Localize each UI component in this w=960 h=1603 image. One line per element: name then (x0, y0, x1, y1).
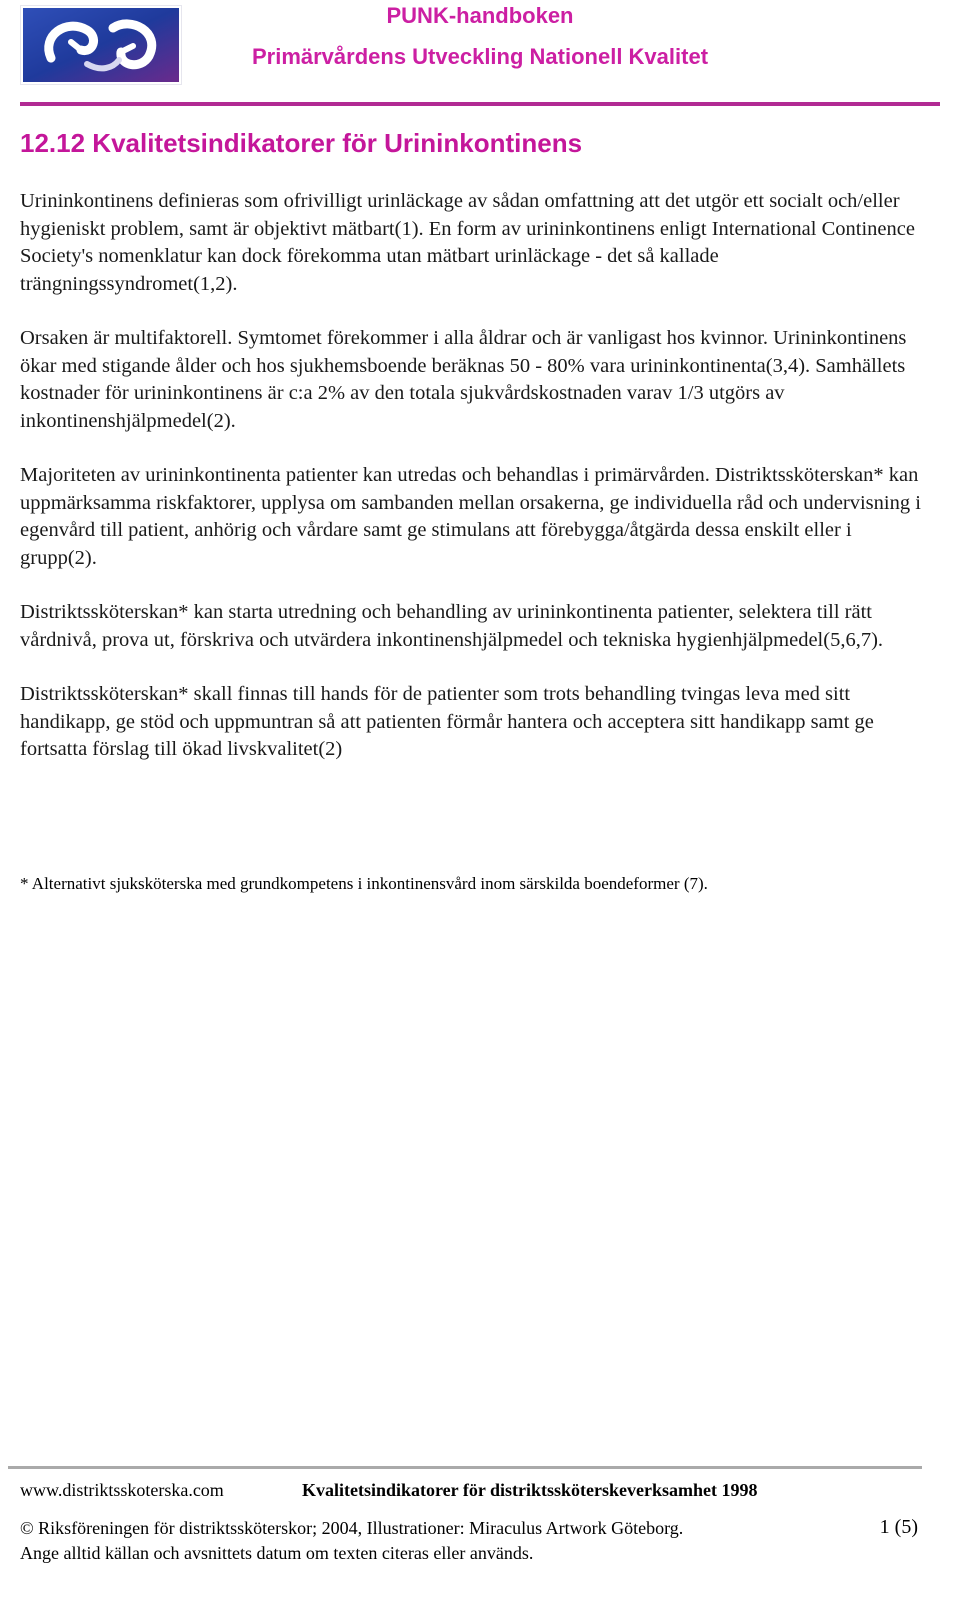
handbook-title: PUNK-handboken (386, 3, 574, 28)
handbook-subtitle: Primärvårdens Utveckling Nationell Kvalitet (251, 44, 709, 69)
footer-divider (8, 1466, 922, 1469)
page-header (0, 0, 960, 110)
paragraph-primary-care: Majoriteten av urininkontinenta patienter kan utredas och behandlas i primärvården. Distriktssköterskan* kan uppmärksamma riskfaktorer, upplysa om sambanden mellan orsakerna, ge individuella råd och undervisning i egenvård till patient, anhörig och vårdare samt ge stimulans att förebygga/åtgärda dessa enskilt eller i grupp(2). (20, 464, 921, 569)
footer-document-title: Kvalitetsindikatorer för distriktssköterskeverksamhet 1998 (302, 1480, 758, 1500)
page-number: 1 (5) (879, 1516, 918, 1538)
swirl-logo-icon (21, 6, 181, 84)
section-heading: 12.12 Kvalitetsindikatorer för Urininkontinens (20, 128, 583, 158)
footer-citation-note: Ange alltid källan och avsnittets datum om texten citeras eller används. (20, 1543, 534, 1563)
paragraph-definition: Urininkontinens definieras som ofrivilligt urinläckage av sådan omfattning att det utgör ett socialt och/eller hygieniskt problem, samt är objektivt mätbart(1). En form av urininkontinens enligt International Continence Society's nomenklatur kan dock förekomma utan mätbart urinläckage - det så kallade trängningssyndromet(1,2). (20, 190, 915, 295)
punk-logo (20, 5, 182, 85)
footer-copyright: © Riksföreningen för distriktssköterskor; 2004, Illustrationer: Miraculus Artwork Göteborg. (20, 1518, 684, 1538)
paragraph-support: Distriktssköterskan* skall finnas till hands för de patienter som trots behandling tvingas leva med sitt handikapp, ge stöd och uppmuntran så att patienten förmår hantera och acceptera sitt handikapp samt ge fortsatta förslag till ökad livskvalitet(2) (20, 683, 874, 760)
body-text (20, 188, 932, 791)
footer-url[interactable]: www.distriktsskoterska.com (20, 1480, 224, 1500)
footnote: * Alternativt sjuksköterska med grundkompetens i inkontinensvård inom särskilda boendeformer (7). (20, 874, 708, 893)
paragraph-treatment: Distriktssköterskan* kan starta utredning och behandling av urininkontinenta patienter, selektera till rätt vårdnivå, prova ut, förskriva och utvärdera inkontinenshjälpmedel och tekniska hygienhjälpmedel(5,6,7). (20, 601, 884, 651)
paragraph-causes: Orsaken är multifaktorell. Symtomet förekommer i alla åldrar och är vanligast hos kvinnor. Urininkontinens ökar med stigande ålder och hos sjukhemsboende beräknas 50 - 80% vara urininkontinenta(3,4). Samhällets kostnader för urininkontinens är c:a 2% av den totala sjukvårdskostnaden varav 1/3 utgörs av inkontinenshjälpmedel(2). (20, 327, 907, 432)
header-divider (20, 102, 940, 106)
